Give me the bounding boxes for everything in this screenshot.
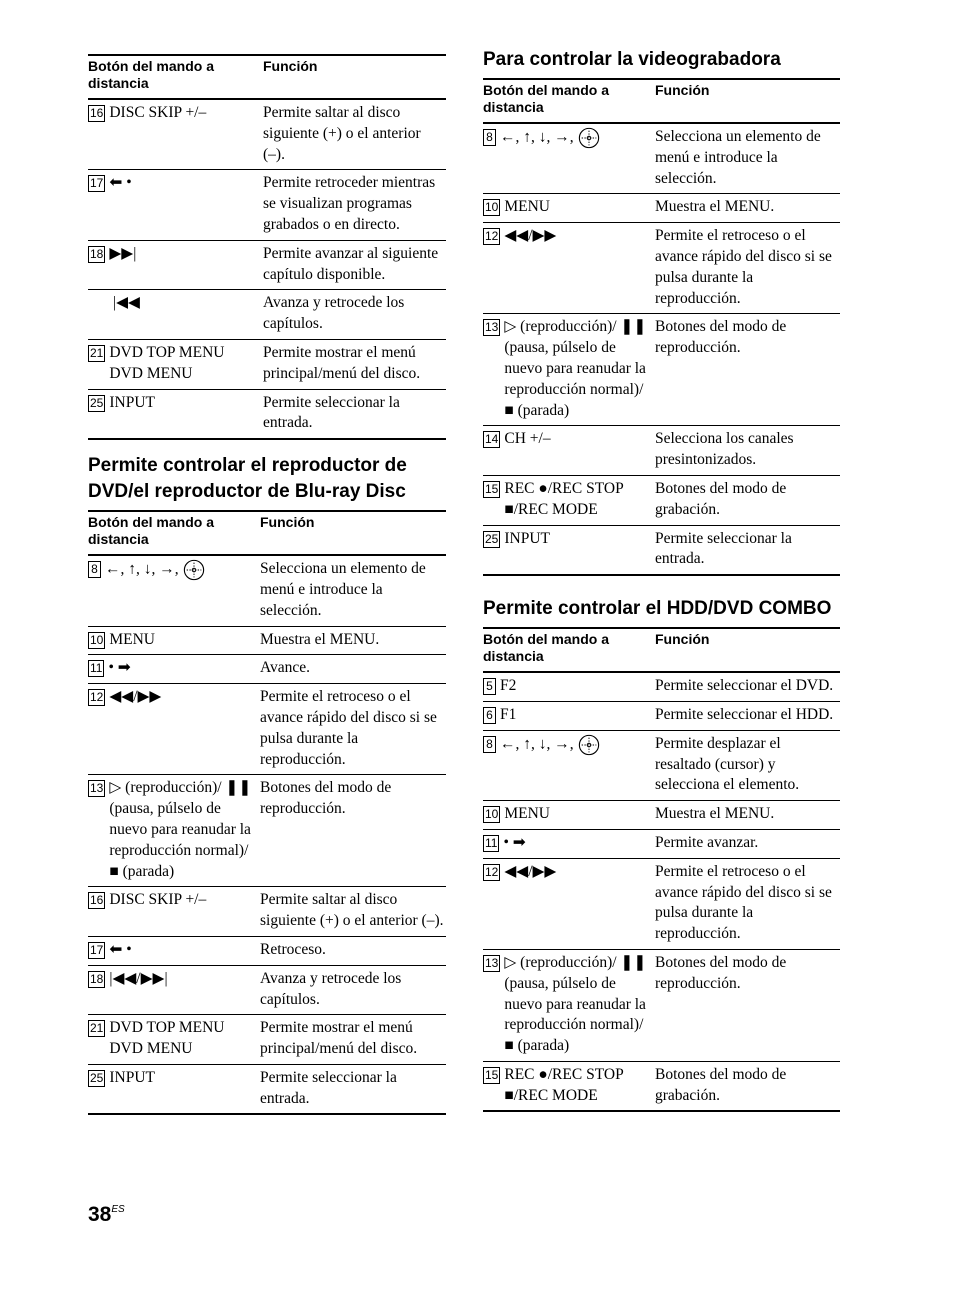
table-right-2 [483,627,840,1112]
table-row [483,123,840,194]
enter-target-icon [183,559,205,581]
remote-button-label: CH +/– [504,430,551,448]
button-number-badge: 25 [90,395,104,410]
remote-button-label: DVD TOP MENU [109,1019,225,1037]
function-description: Selecciona un elemento de menú e introduce la selección. [260,555,446,626]
table-row [483,858,840,949]
function-description: Permite mostrar el menú principal/menú del disco. [260,1015,446,1065]
header-function: Función [263,55,446,99]
remote-button-label: ▷ (reproducción)/ ❚❚ (pausa, púlselo de nuevo para reanudar la reproducción normal)/■ (parada) [504,953,647,1055]
button-number-badge: 16 [90,106,104,120]
remote-button-cell [483,801,655,830]
button-number-badge: 15 [485,1067,499,1082]
table-row [483,829,840,858]
remote-button-cell [88,775,260,887]
function-description: Botones del modo de grabación. [655,475,840,525]
header-function: Función [655,79,840,123]
remote-button-cell [88,290,263,340]
remote-button-cell [483,1061,655,1111]
button-number-badge: 13 [485,955,499,970]
table-row [88,290,446,340]
function-description: Botones del modo de reproducción. [655,314,840,426]
table-row [88,339,446,389]
remote-button-cell [88,99,263,170]
header-function: Función [655,628,840,672]
button-number-badge: 11 [485,835,498,850]
remote-button-cell [483,949,655,1061]
function-description: Permite saltar al disco siguiente (+) o el anterior (–). [263,99,446,170]
function-description: Muestra el MENU. [260,626,446,655]
table-row [483,314,840,426]
function-description: Permite seleccionar la entrada. [260,1064,446,1114]
function-description: Permite mostrar el menú principal/menú del disco. [263,339,446,389]
remote-button-label: REC ●/REC STOP ■/REC MODE [504,1065,624,1104]
remote-button-cell [88,887,260,937]
table-row [88,775,446,887]
button-number-badge: 8 [483,129,496,146]
function-description: Muestra el MENU. [655,194,840,223]
remote-button-cell [88,170,263,240]
table-row [483,1061,840,1111]
page-number-value: 38 [88,1203,112,1226]
remote-button-cell [88,555,260,626]
function-description: Permite avanzar. [655,829,840,858]
table-row [88,965,446,1015]
remote-button-label: REC ●/REC STOP ■/REC MODE [504,479,624,518]
function-description: Permite seleccionar la entrada. [655,525,840,575]
remote-button-label: ⬅ • [109,174,132,192]
remote-button-label: F2 [500,677,517,695]
function-description: Permite seleccionar el HDD. [655,701,840,730]
remote-button-label: INPUT [109,393,155,411]
remote-button-cell [483,123,655,194]
button-number-badge: 21 [90,1021,104,1036]
function-description: Muestra el MENU. [655,801,840,830]
remote-button-label: DISC SKIP +/– [109,891,207,909]
remote-button-cell [483,730,655,800]
function-description: Retroceso. [260,936,446,965]
remote-button-label: |◀◀/▶▶| [109,969,168,987]
table-left-2 [88,510,446,1115]
table-row [483,426,840,476]
remote-button-label: ←, ↑, ↓, →, [500,735,574,753]
function-description: Permite seleccionar la entrada. [263,389,446,439]
button-number-badge: 16 [90,893,104,908]
function-description: Botones del modo de reproducción. [260,775,446,887]
section-heading-hdd-dvd: Permite controlar el HDD/DVD COMBO [483,598,832,620]
remote-button-label: INPUT [504,529,550,547]
button-number-badge: 17 [90,942,104,957]
table-row [88,1015,446,1065]
remote-button-label: • ➡ [108,659,131,677]
remote-button-label: ←, ↑, ↓, →, [105,560,179,578]
remote-button-cell [88,1015,260,1065]
table-row [88,99,446,170]
button-number-badge: 17 [90,176,104,191]
header-button: Botón del mando a distancia [88,511,260,555]
table-row [88,626,446,655]
remote-button-label: ▶▶| [109,244,137,262]
remote-button-label-secondary: DVD MENU [109,1040,193,1058]
remote-button-cell [483,426,655,476]
remote-button-cell [483,858,655,949]
page-number-suffix: ES [111,1204,125,1215]
function-description: Permite retroceder mientras se visualizan programas grabados o en directo. [263,170,446,240]
remote-button-label: ▷ (reproducción)/ ❚❚ (pausa, púlselo de nuevo para reanudar la reproducción normal)/■ (parada) [504,318,647,419]
remote-button-label: DISC SKIP +/– [109,104,207,121]
remote-button-label: MENU [109,630,155,648]
remote-button-label: F1 [500,705,517,723]
table-row [483,475,840,525]
table-row [483,194,840,223]
header-button: Botón del mando a distancia [483,79,655,123]
table-row [483,949,840,1061]
function-description: Selecciona un elemento de menú e introduce la selección. [655,123,840,194]
remote-button-cell [483,194,655,223]
button-number-badge: 13 [485,320,499,335]
function-description: Permite el retroceso o el avance rápido del disco si se pulsa durante la reproducción. [655,223,840,314]
function-description: Permite avanzar al siguiente capítulo disponible. [263,240,446,290]
table-row [483,730,840,800]
button-number-badge: 12 [485,229,499,244]
table-right-1 [483,78,840,576]
remote-button-cell [88,936,260,965]
function-description: Avanza y retrocede los capítulos. [260,965,446,1015]
button-number-badge: 25 [485,531,499,546]
remote-button-cell [483,475,655,525]
remote-button-label: MENU [504,805,550,823]
function-description: Permite saltar al disco siguiente (+) o el anterior (–). [260,887,446,937]
button-number-badge: 5 [483,678,496,695]
right-column [483,0,840,1112]
button-number-badge: 8 [88,561,101,578]
function-description: Botones del modo de reproducción. [655,949,840,1061]
remote-button-cell [88,626,260,655]
remote-button-cell [483,314,655,426]
function-description: Avanza y retrocede los capítulos. [263,290,446,340]
remote-button-label: ▷ (reproducción)/ ❚❚ (pausa, púlselo de nuevo para reanudar la reproducción normal)/■ (parada) [109,779,252,880]
button-number-badge: 10 [90,632,104,647]
remote-button-label: ◀◀/▶▶ [504,227,557,245]
function-description: Permite seleccionar el DVD. [655,672,840,701]
function-description: Botones del modo de grabación. [655,1061,840,1111]
remote-button-cell [88,240,263,290]
enter-target-icon [578,127,600,149]
remote-button-cell [483,525,655,575]
button-number-badge: 21 [90,345,104,360]
header-function: Función [260,511,446,555]
table-row [483,801,840,830]
remote-button-label: ◀◀/▶▶ [504,862,557,880]
table-row [88,389,446,439]
remote-button-cell [483,223,655,314]
table-row [88,240,446,290]
remote-button-label: ⬅ • [109,940,132,958]
remote-button-label: ←, ↑, ↓, →, [500,128,574,146]
left-column [88,0,446,1115]
remote-button-label: • ➡ [503,833,526,851]
function-description: Permite el retroceso o el avance rápido del disco si se pulsa durante la reproducción. [655,858,840,949]
remote-button-label: |◀◀ [113,294,140,312]
button-number-badge: 12 [90,690,104,705]
remote-button-cell [483,672,655,701]
table-row [88,887,446,937]
table-left-1 [88,54,446,440]
button-number-badge: 25 [90,1070,104,1085]
page-number [88,1203,125,1227]
button-number-badge: 11 [90,661,103,676]
remote-button-cell [483,701,655,730]
header-button: Botón del mando a distancia [483,628,655,672]
table-row [88,655,446,684]
table-row [88,936,446,965]
table-row [88,170,446,240]
remote-button-label-secondary: DVD MENU [109,364,193,382]
remote-button-label: MENU [504,198,550,216]
remote-button-cell [88,965,260,1015]
button-number-badge: 13 [90,781,104,796]
table-row [483,525,840,575]
button-number-badge: 14 [485,432,499,447]
table-row [483,701,840,730]
remote-button-cell [88,1064,260,1114]
table-row [88,555,446,626]
function-description: Permite desplazar el resaltado (cursor) y selecciona el elemento. [655,730,840,800]
button-number-badge: 12 [485,864,499,879]
header-button: Botón del mando a distancia [88,55,263,99]
remote-button-label: ◀◀/▶▶ [109,688,162,706]
remote-button-label: DVD TOP MENU [109,343,225,361]
enter-target-icon [578,734,600,756]
remote-button-cell [88,339,263,389]
table-row [483,672,840,701]
button-number-badge: 15 [485,481,499,496]
section-heading-vcr: Para controlar la videograbadora [483,49,781,70]
remote-button-cell [483,829,655,858]
button-number-badge: 10 [485,807,499,822]
remote-button-label: INPUT [109,1068,155,1086]
function-description: Selecciona los canales presintonizados. [655,426,840,476]
table-row [88,1064,446,1114]
table-row [483,223,840,314]
button-number-badge: 6 [483,707,496,724]
remote-button-cell [88,655,260,684]
table-row [88,684,446,775]
button-number-badge: 10 [485,200,499,215]
button-number-badge: 8 [483,736,496,753]
function-description: Permite el retroceso o el avance rápido del disco si se pulsa durante la reproducción. [260,684,446,775]
section-heading-bluray: Permite controlar el reproductor de DVD/el reproductor de Blu-ray Disc [88,455,407,503]
button-number-badge: 18 [90,971,104,986]
remote-button-cell [88,389,263,439]
remote-button-cell [88,684,260,775]
button-number-badge: 18 [90,246,104,261]
function-description: Avance. [260,655,446,684]
